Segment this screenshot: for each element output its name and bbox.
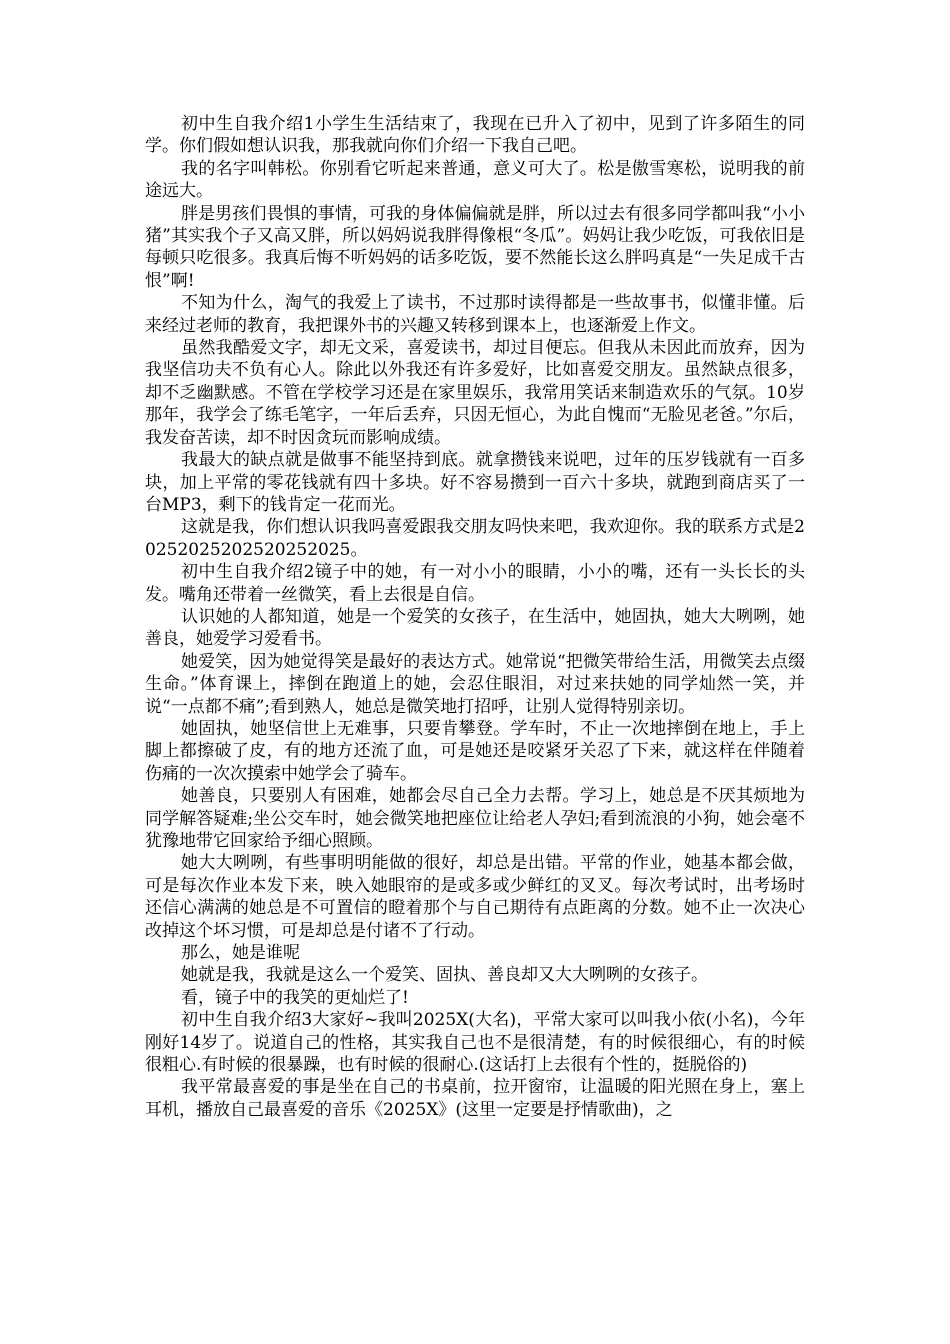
paragraph-question: 那么，她是谁呢 xyxy=(181,943,300,964)
paragraph-careless: 她大大咧咧，有些事明明能做的很好，却总是出错。平常的作业，她基本都会做，可是每次作业本发下来，映入她眼帘的是或多或少鲜红的叉叉。每次考试时，出考场时还信心满满的她总是不可置信的瞪着那个与自己期待有点距离的分数。她不止一次决心改掉这个坏习惯，可是却总是付诸不了行动。 xyxy=(145,853,805,941)
paragraph-hobbies: 虽然我酷爱文字，却无文采，喜爱读书，却过目便忘。但我从未因此而放弃，因为我坚信功夫不负有心人。除此以外我还有许多爱好，比如喜爱交朋友。虽然缺点很多，却不乏幽默感。不管在学校学习还是在家里娱乐，我常用笑话来制造欢乐的气氛。10岁那年，我学会了练毛笔字，一年后丢弃，只因无恒心，为此自愧而“无脸见老爸。”尔后，我发奋苦读，却不时因贪玩而影响成绩。 xyxy=(145,338,805,448)
paragraph-intro-1: 初中生自我介绍1小学生生活结束了，我现在已升入了初中，见到了许多陌生的同学。你们假如想认识我，那我就向你们介绍一下我自己吧。 xyxy=(145,114,805,157)
paragraph-intro-3: 初中生自我介绍3大家好~我叫2025X(大名)，平常大家可以叫我小依(小名)，今年刚好14岁了。说道自己的性格，其实我自己也不是很清楚，有的时候很细心，有的时候很粗心.有时候的很暴躁，也有时候的很耐心.(这话打上去很有个性的，挺脱俗的) xyxy=(145,1010,805,1076)
paragraph-stubborn: 她固执，她坚信世上无难事，只要肯攀登。学车时，不止一次地摔倒在地上，手上脚上都擦破了皮，有的地方还流了血，可是她还是咬紧牙关忍了下来，就这样在伴随着伤痛的一次次摸索中她学会了骑车。 xyxy=(145,718,805,784)
paragraph-traits: 认识她的人都知道，她是一个爱笑的女孩子，在生活中，她固执，她大大咧咧，她善良，她爱学习爱看书。 xyxy=(145,606,805,650)
paragraph-answer: 她就是我，我就是这么一个爱笑、固执、善良却又大大咧咧的女孩子。 xyxy=(181,965,708,986)
paragraph-appearance: 胖是男孩们畏惧的事情，可我的身体偏偏就是胖，所以过去有很多同学都叫我“小小猪”其实我个子又高又胖，所以妈妈说我胖得像根“冬瓜”。妈妈让我少吃饭，可我依旧是每顿只吃很多。我真后悔不听妈妈的话多吃饭，要不然能长这么胖吗真是“一失足成千古恨”啊! xyxy=(145,203,805,291)
paragraph-name: 我的名字叫韩松。你别看它听起来普通，意义可大了。松是傲雪寒松，说明我的前途远大。 xyxy=(145,158,805,202)
paragraph-kind: 她善良，只要别人有困难，她都会尽自己全力去帮。学习上，她总是不厌其烦地为同学解答疑难;坐公交车时，她会微笑地把座位让给老人孕妇;看到流浪的小狗，她会毫不犹豫地带它回家给予细心照顾。 xyxy=(145,786,805,851)
paragraph-smile: 她爱笑，因为她觉得笑是最好的表达方式。她常说“把微笑带给生活，用微笑去点缀生命。”体育课上，摔倒在跑道上的她，会忍住眼泪，对过来扶她的同学灿然一笑，并说“一点都不痛”;看到熟人，她总是微笑地打招呼，让别人觉得特别亲切。 xyxy=(145,651,805,717)
paragraph-reading: 不知为什么，淘气的我爱上了读书，不过那时读得都是一些故事书，似懂非懂。后来经过老师的教育，我把课外书的兴趣又转移到课本上，也逐渐爱上作文。 xyxy=(145,293,805,336)
paragraph-intro-2: 初中生自我介绍2镜子中的她，有一对小小的眼睛，小小的嘴，还有一头长长的头发。嘴角还带着一丝微笑，看上去很是自信。 xyxy=(145,562,805,605)
document-body xyxy=(145,113,805,1121)
paragraph-favorite: 我平常最喜爱的事是坐在自己的书桌前，拉开窗帘，让温暖的阳光照在身上，塞上耳机，播放自己最喜爱的音乐《2025X》(这里一定要是抒情歌曲)，之 xyxy=(145,1077,805,1120)
paragraph-shortcoming: 我最大的缺点就是做事不能坚持到底。就拿攒钱来说吧，过年的压岁钱就有一百多块，加上平常的零花钱就有四十多块。好不容易攒到一百六十多块，就跑到商店买了一台MP3，剩下的钱肯定一花而光。 xyxy=(145,450,805,515)
paragraph-mirror: 看，镜子中的我笑的更灿烂了! xyxy=(181,987,409,1008)
paragraph-contact: 这就是我，你们想认识我吗喜爱跟我交朋友吗快来吧，我欢迎你。我的联系方式是20252025202520252025。 xyxy=(145,517,805,560)
